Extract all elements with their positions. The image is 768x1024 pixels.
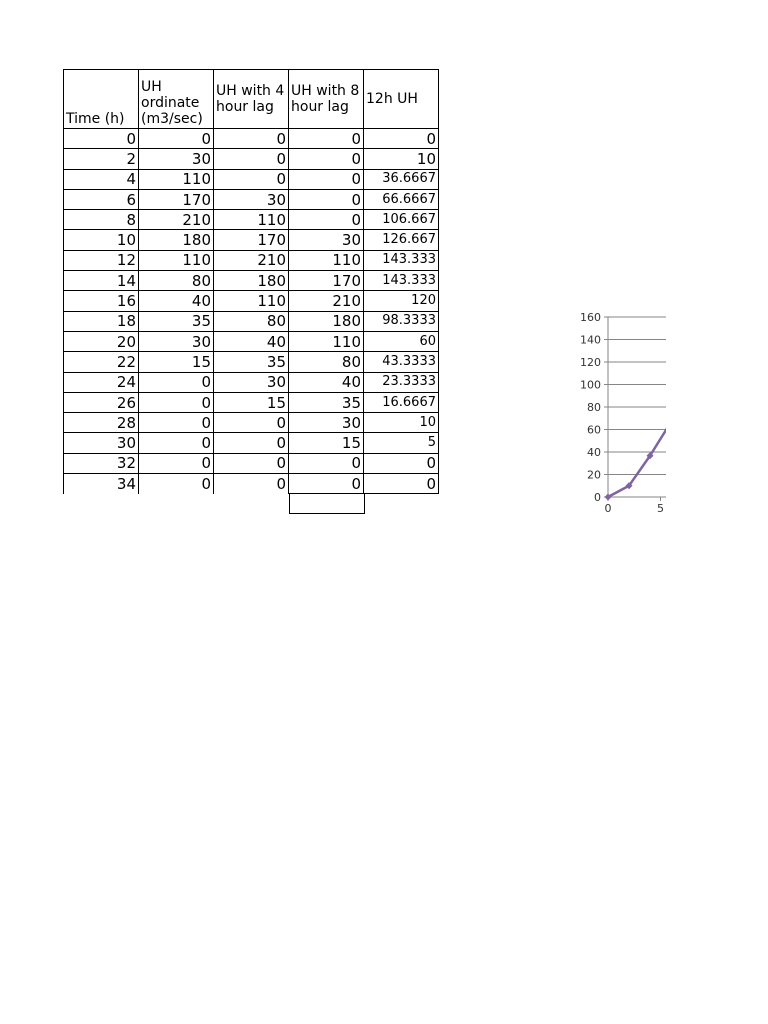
cell-12h-uh[interactable]: 23.3333 (364, 372, 439, 392)
cell-uh-8h-lag[interactable]: 180 (289, 311, 364, 331)
cell-uh-8h-lag[interactable]: 80 (289, 352, 364, 372)
y-tick-label: 120 (580, 356, 601, 369)
empty-cell[interactable] (289, 493, 365, 514)
cell-uh-ordinate[interactable]: 110 (139, 250, 214, 270)
cell-uh-ordinate[interactable]: 0 (139, 433, 214, 453)
cell-uh-8h-lag[interactable]: 110 (289, 331, 364, 351)
cell-uh-ordinate[interactable]: 15 (139, 352, 214, 372)
cell-time[interactable]: 26 (64, 392, 139, 412)
table-row (64, 210, 439, 230)
cell-uh-ordinate[interactable]: 0 (139, 474, 214, 494)
table-row (64, 331, 439, 351)
cell-time[interactable]: 24 (64, 372, 139, 392)
cell-uh-ordinate[interactable]: 40 (139, 291, 214, 311)
x-tick-label: 0 (604, 502, 612, 515)
y-tick-label: 40 (587, 446, 601, 459)
header-cell-12h-uh[interactable]: 12h UH (364, 70, 439, 129)
cell-time[interactable]: 6 (64, 189, 139, 209)
table-row (64, 474, 439, 494)
cell-time[interactable]: 22 (64, 352, 139, 372)
cell-12h-uh[interactable]: 143.333 (364, 250, 439, 270)
header-cell-time[interactable]: Time (h) (64, 70, 139, 129)
table-row (64, 250, 439, 270)
cell-uh-ordinate[interactable]: 0 (139, 129, 214, 149)
x-axis-ticks (605, 497, 665, 515)
cell-uh-ordinate[interactable]: 180 (139, 230, 214, 250)
x-tick-label: 5 (657, 502, 664, 515)
cell-uh-4h-lag[interactable]: 110 (214, 291, 289, 311)
header-cell-uh-ordinate[interactable]: UH ordinate (m3/sec) (139, 70, 214, 129)
cell-time[interactable]: 10 (64, 230, 139, 250)
cell-uh-8h-lag[interactable]: 0 (289, 210, 364, 230)
cell-uh-4h-lag[interactable]: 0 (214, 169, 289, 189)
cell-uh-8h-lag[interactable]: 210 (289, 291, 364, 311)
cell-12h-uh[interactable]: 43.3333 (364, 352, 439, 372)
cell-12h-uh[interactable]: 143.333 (364, 271, 439, 291)
table-row (64, 230, 439, 250)
table-row (64, 149, 439, 169)
cell-time[interactable]: 2 (64, 149, 139, 169)
cell-uh-8h-lag[interactable]: 0 (289, 149, 364, 169)
cell-uh-4h-lag[interactable]: 15 (214, 392, 289, 412)
y-tick-label: 100 (580, 378, 601, 392)
chart-gridlines (604, 317, 666, 497)
cell-time[interactable]: 18 (64, 311, 139, 331)
cell-time[interactable]: 14 (64, 271, 139, 291)
y-axis-ticks (580, 311, 601, 504)
cell-uh-4h-lag[interactable]: 0 (214, 413, 289, 433)
cell-uh-4h-lag[interactable]: 35 (214, 352, 289, 372)
cell-12h-uh[interactable]: 60 (364, 331, 439, 351)
cell-uh-ordinate[interactable]: 110 (139, 169, 214, 189)
cell-uh-8h-lag[interactable]: 0 (289, 189, 364, 209)
cell-12h-uh[interactable]: 0 (364, 129, 439, 149)
y-tick-label: 60 (587, 423, 601, 437)
header-row (64, 70, 439, 129)
cell-uh-4h-lag[interactable]: 0 (214, 149, 289, 169)
table-row (64, 291, 439, 311)
cell-uh-ordinate[interactable]: 30 (139, 149, 214, 169)
cell-uh-4h-lag[interactable]: 0 (214, 453, 289, 473)
cell-uh-8h-lag[interactable]: 35 (289, 392, 364, 412)
line-chart (560, 305, 680, 520)
cell-time[interactable]: 0 (64, 129, 139, 149)
table-row (64, 189, 439, 209)
cell-12h-uh[interactable]: 10 (364, 413, 439, 433)
cell-time[interactable]: 12 (64, 250, 139, 270)
y-tick-label: 160 (580, 311, 601, 324)
cell-uh-4h-lag[interactable]: 30 (214, 189, 289, 209)
table-row (64, 413, 439, 433)
cell-uh-ordinate[interactable]: 210 (139, 210, 214, 230)
cell-uh-8h-lag[interactable]: 170 (289, 271, 364, 291)
cell-uh-ordinate[interactable]: 0 (139, 453, 214, 473)
cell-time[interactable]: 30 (64, 433, 139, 453)
spreadsheet-table (63, 69, 439, 494)
cell-12h-uh[interactable]: 16.6667 (364, 392, 439, 412)
cell-12h-uh[interactable]: 66.6667 (364, 189, 439, 209)
cell-time[interactable]: 32 (64, 453, 139, 473)
cell-uh-ordinate[interactable]: 0 (139, 392, 214, 412)
cell-time[interactable]: 20 (64, 331, 139, 351)
table-row (64, 129, 439, 149)
cell-12h-uh[interactable]: 10 (364, 149, 439, 169)
y-tick-label: 0 (594, 491, 601, 504)
cell-uh-8h-lag[interactable]: 0 (289, 453, 364, 473)
y-tick-label: 20 (587, 468, 601, 482)
cell-uh-8h-lag[interactable]: 110 (289, 250, 364, 270)
cell-uh-ordinate[interactable]: 30 (139, 331, 214, 351)
cell-12h-uh[interactable]: 5 (364, 433, 439, 453)
cell-time[interactable]: 16 (64, 291, 139, 311)
cell-12h-uh[interactable]: 0 (364, 474, 439, 494)
table-row (64, 453, 439, 473)
cell-12h-uh[interactable]: 98.3333 (364, 311, 439, 331)
cell-time[interactable]: 8 (64, 210, 139, 230)
cell-time[interactable]: 28 (64, 413, 139, 433)
cell-uh-4h-lag[interactable]: 30 (214, 372, 289, 392)
cell-uh-4h-lag[interactable]: 0 (214, 474, 289, 494)
cell-time[interactable]: 4 (64, 169, 139, 189)
table-row (64, 372, 439, 392)
cell-time[interactable]: 34 (64, 474, 139, 494)
table-row (64, 311, 439, 331)
cell-12h-uh[interactable]: 120 (364, 291, 439, 311)
table-row (64, 169, 439, 189)
cell-uh-4h-lag[interactable]: 0 (214, 433, 289, 453)
cell-uh-4h-lag[interactable]: 80 (214, 311, 289, 331)
cell-uh-ordinate[interactable]: 0 (139, 413, 214, 433)
cell-uh-8h-lag[interactable]: 40 (289, 372, 364, 392)
y-tick-label: 140 (580, 333, 601, 347)
series-line (608, 422, 671, 497)
cell-uh-4h-lag[interactable]: 40 (214, 331, 289, 351)
cell-uh-4h-lag[interactable]: 0 (214, 129, 289, 149)
table-row (64, 392, 439, 412)
cell-12h-uh[interactable]: 106.667 (364, 210, 439, 230)
cell-uh-8h-lag[interactable]: 0 (289, 474, 364, 494)
cell-uh-4h-lag[interactable]: 170 (214, 230, 289, 250)
cell-uh-4h-lag[interactable]: 210 (214, 250, 289, 270)
table-row (64, 352, 439, 372)
cell-uh-8h-lag[interactable]: 0 (289, 169, 364, 189)
cell-uh-8h-lag[interactable]: 15 (289, 433, 364, 453)
cell-12h-uh[interactable]: 126.667 (364, 230, 439, 250)
table-row (64, 433, 439, 453)
cell-uh-ordinate[interactable]: 80 (139, 271, 214, 291)
cell-12h-uh[interactable]: 36.6667 (364, 169, 439, 189)
header-cell-uh-8h-lag[interactable]: UH with 8 hour lag (289, 70, 364, 129)
cell-uh-4h-lag[interactable]: 180 (214, 271, 289, 291)
cell-uh-8h-lag[interactable]: 30 (289, 413, 364, 433)
cell-uh-ordinate[interactable]: 35 (139, 311, 214, 331)
cell-uh-8h-lag[interactable]: 30 (289, 230, 364, 250)
cell-uh-ordinate[interactable]: 170 (139, 189, 214, 209)
cell-uh-8h-lag[interactable]: 0 (289, 129, 364, 149)
y-tick-label: 80 (587, 401, 601, 414)
header-cell-uh-4h-lag[interactable]: UH with 4 hour lag (214, 70, 289, 129)
table-row (64, 271, 439, 291)
chart-series (605, 422, 672, 501)
cell-uh-ordinate[interactable]: 0 (139, 372, 214, 392)
cell-12h-uh[interactable]: 0 (364, 453, 439, 473)
cell-uh-4h-lag[interactable]: 110 (214, 210, 289, 230)
